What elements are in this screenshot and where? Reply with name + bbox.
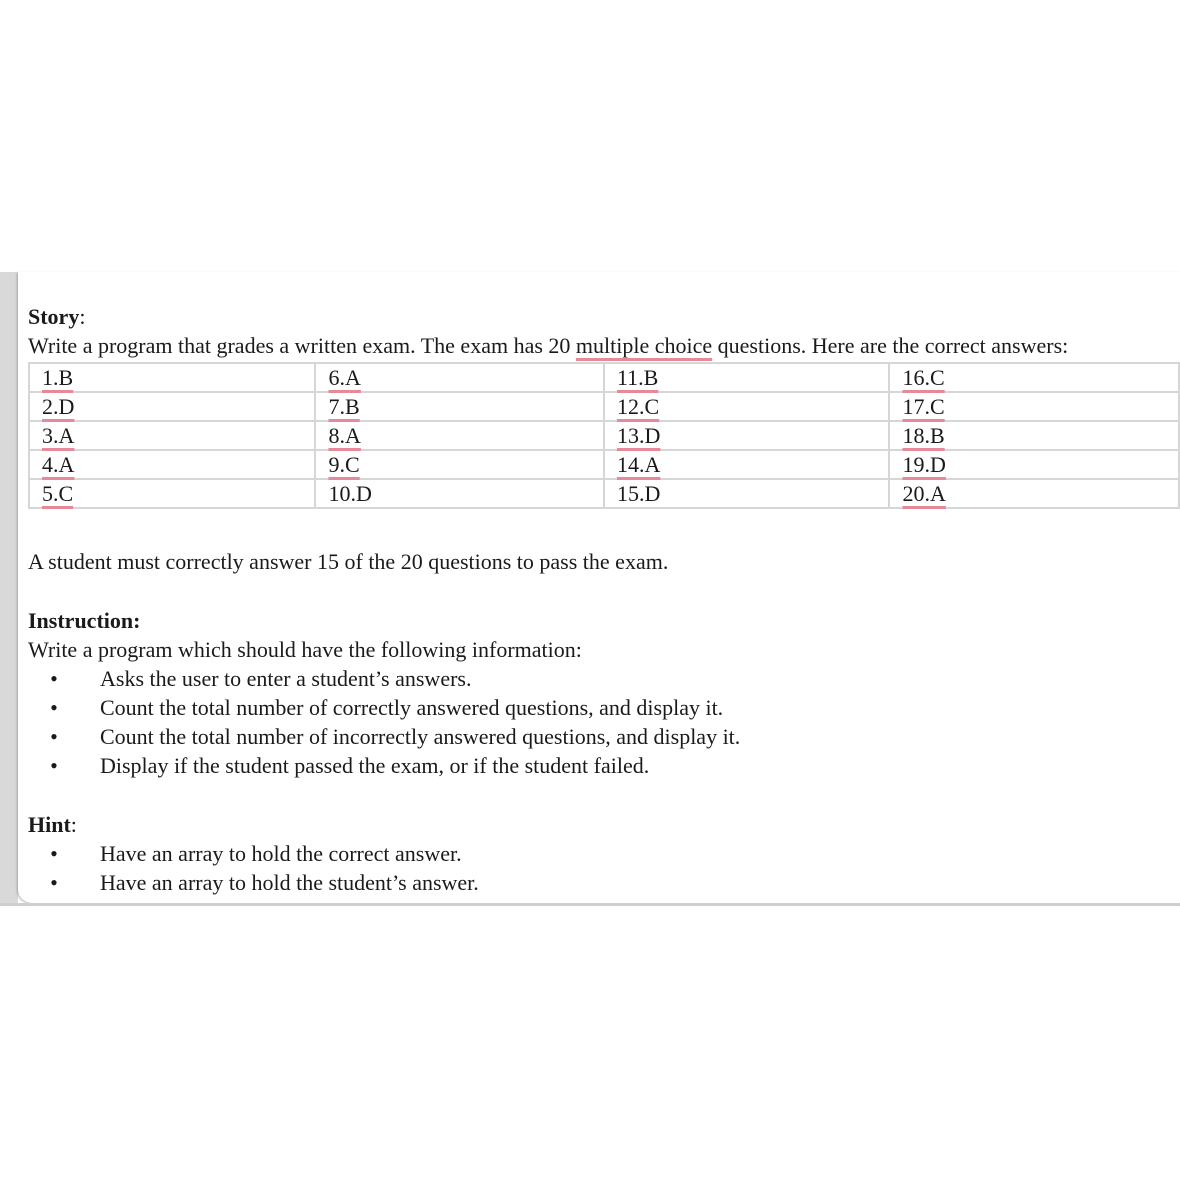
story-intro-before: Write a program that grades a written exam. The exam has 20 — [28, 333, 576, 358]
story-intro-marked: multiple choice — [575, 333, 713, 358]
hint-heading: Hint — [28, 812, 71, 837]
hint-list — [28, 839, 479, 897]
bullet-icon: • — [50, 870, 58, 895]
answer-cell: 9.C — [315, 450, 604, 479]
answer-cell: 3.A — [29, 421, 315, 450]
list-item: • Count the total number of incorrectly answered questions, and display it. — [28, 722, 740, 751]
list-item: • Have an array to hold the correct answer. — [28, 839, 479, 868]
document-sheet — [0, 272, 1180, 906]
answer-cell: 10.D — [315, 479, 604, 508]
answer-cell: 6.A — [315, 363, 604, 392]
hint-heading-line — [28, 810, 479, 839]
bullet-icon: • — [50, 666, 58, 691]
instruction-list — [28, 664, 740, 780]
answer-cell: 20.A — [889, 479, 1179, 508]
table-row — [29, 450, 1179, 479]
story-intro — [28, 331, 1180, 360]
answers-table — [28, 362, 1180, 509]
answer-cell: 8.A — [315, 421, 604, 450]
story-heading-line — [28, 302, 1180, 331]
answer-cell: 18.B — [889, 421, 1179, 450]
answer-cell: 2.D — [29, 392, 315, 421]
story-heading: Story — [28, 304, 80, 329]
hint-heading-colon: : — [70, 812, 77, 837]
table-row — [29, 363, 1179, 392]
bullet-icon: • — [50, 695, 58, 720]
window-bottom-edge — [0, 903, 1180, 906]
list-item: • Asks the user to enter a student’s answers. — [28, 664, 740, 693]
list-item: • Display if the student passed the exam, or if the student failed. — [28, 751, 740, 780]
answer-cell: 15.D — [604, 479, 890, 508]
instruction-section — [28, 606, 740, 780]
answer-cell: 7.B — [315, 392, 604, 421]
answer-cell: 16.C — [889, 363, 1179, 392]
bullet-icon: • — [50, 753, 58, 778]
answer-cell: 11.B — [604, 363, 890, 392]
list-item: • Have an array to hold the student’s answer. — [28, 868, 479, 897]
answer-cell: 14.A — [604, 450, 890, 479]
answer-cell: 17.C — [889, 392, 1179, 421]
list-item: • Count the total number of correctly answered questions, and display it. — [28, 693, 740, 722]
story-heading-colon: : — [79, 304, 86, 329]
hint-section — [28, 810, 479, 897]
answer-cell: 13.D — [604, 421, 890, 450]
answer-cell: 12.C — [604, 392, 890, 421]
story-section — [28, 302, 1180, 360]
answer-cell: 1.B — [29, 363, 315, 392]
table-row — [29, 392, 1179, 421]
answer-cell: 19.D — [889, 450, 1179, 479]
pass-rule-text: A student must correctly answer 15 of the 20 questions to pass the exam. — [28, 549, 669, 574]
instruction-heading: Instruction: — [28, 608, 141, 633]
table-row — [29, 479, 1179, 508]
answer-cell: 5.C — [29, 479, 315, 508]
window-left-edge — [0, 272, 18, 906]
story-intro-after: questions. Here are the correct answers: — [712, 333, 1069, 358]
bullet-icon: • — [50, 724, 58, 749]
instruction-intro: Write a program which should have the following information: — [28, 637, 582, 662]
table-row — [29, 421, 1179, 450]
bullet-icon: • — [50, 841, 58, 866]
answer-cell: 4.A — [29, 450, 315, 479]
